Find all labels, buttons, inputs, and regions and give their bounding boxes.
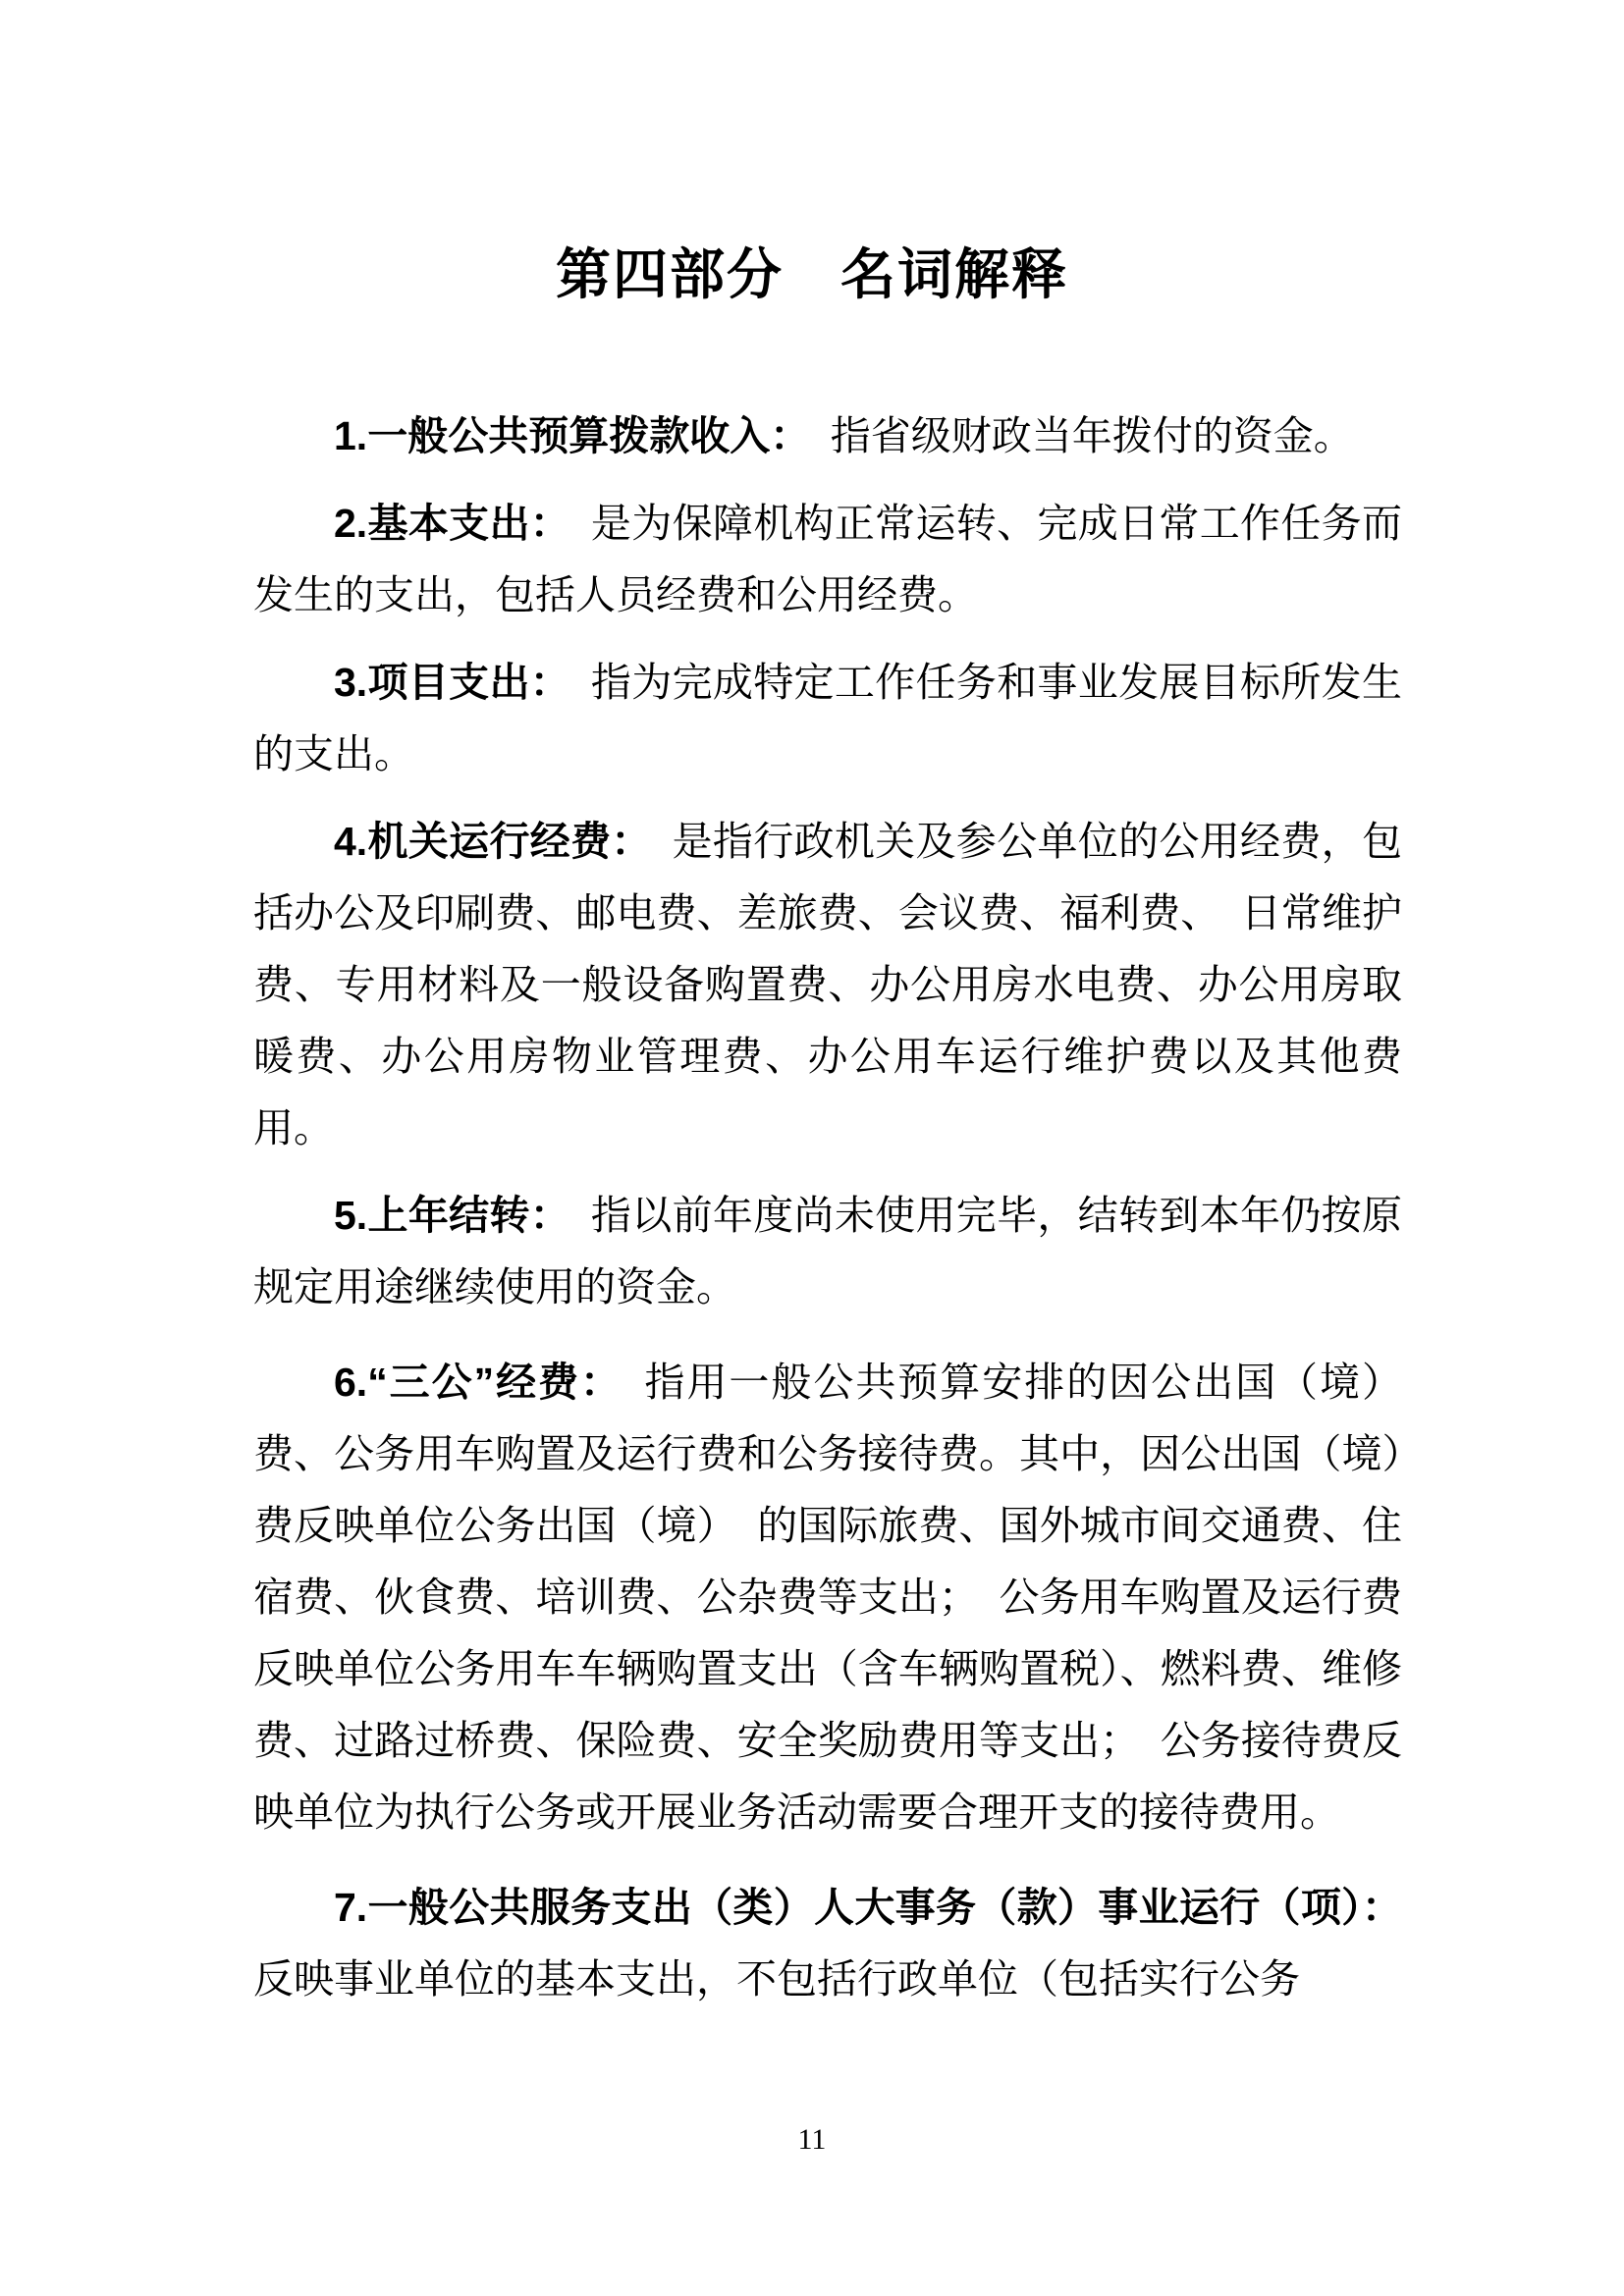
definition-paragraph <box>253 1180 1402 1323</box>
definition-term: 7.一般公共服务支出（类）人大事务（款）事业运行（项）： <box>334 1885 1402 1930</box>
page-title: 第四部分 名词解释 <box>556 243 1068 305</box>
definition-paragraph <box>253 647 1402 790</box>
definition-paragraph <box>253 1872 1402 2015</box>
definition-text: 反映事业单位的基本支出，不包括行政单位（包括实行公务 <box>253 1956 1300 2002</box>
definition-paragraph <box>253 488 1402 631</box>
definition-text: 是为保障机构正常运转、完成日常工作任务而发生的支出，包括人员经费和公用经费。 <box>253 501 1402 617</box>
definition-text: 指用一般公共预算安排的因公出国（境）费、公务用车购置及运行费和公务接待费。其中，因公出国（境） 费反映单位公务出国（境） 的国际旅费、国外城市间交通费、住宿费、伙食费、培训费、公杂费等支出； 公务用车购置及运行费反映单位公务用车车辆购置支出（含车辆购置税）、燃料费、维修费、过路过桥费、保险费、安全奖励费用等支出； 公务接待费反映单位为执行公务或开展业务活动需要合理开支的接待费用。 <box>253 1360 1442 1835</box>
page-number: 11 <box>797 2123 827 2156</box>
definition-term: 3.项目支出： <box>334 660 551 705</box>
definition-term: 4.机关运行经费： <box>334 819 632 864</box>
definition-text: 指以前年度尚未使用完毕，结转到本年仍按原规定用途继续使用的资金。 <box>253 1193 1402 1309</box>
definition-text: 指为完成特定工作任务和事业发展目标所发生的支出。 <box>253 660 1402 776</box>
definition-term: 1.一般公共预算拨款收入： <box>334 413 790 458</box>
definitions-list <box>253 400 1442 2015</box>
definition-text: 指省级财政当年拨付的资金。 <box>789 413 1354 458</box>
definition-paragraph <box>253 400 1402 472</box>
definition-term: 2.基本支出： <box>334 501 551 546</box>
definition-text: 是指行政机关及参公单位的公用经费，包括办公及印刷费、邮电费、差旅费、会议费、福利费、 日常维护费、专用材料及一般设备购置费、办公用房水电费、办公用房取暖费、办公用房物业管理费、办公用车运行维护费以及其他费用。 <box>253 819 1402 1150</box>
definition-paragraph <box>253 806 1402 1164</box>
definition-paragraph <box>253 1347 1442 1848</box>
definition-term: 5.上年结转： <box>334 1193 551 1238</box>
definition-term: 6.“三公”经费： <box>334 1360 603 1405</box>
